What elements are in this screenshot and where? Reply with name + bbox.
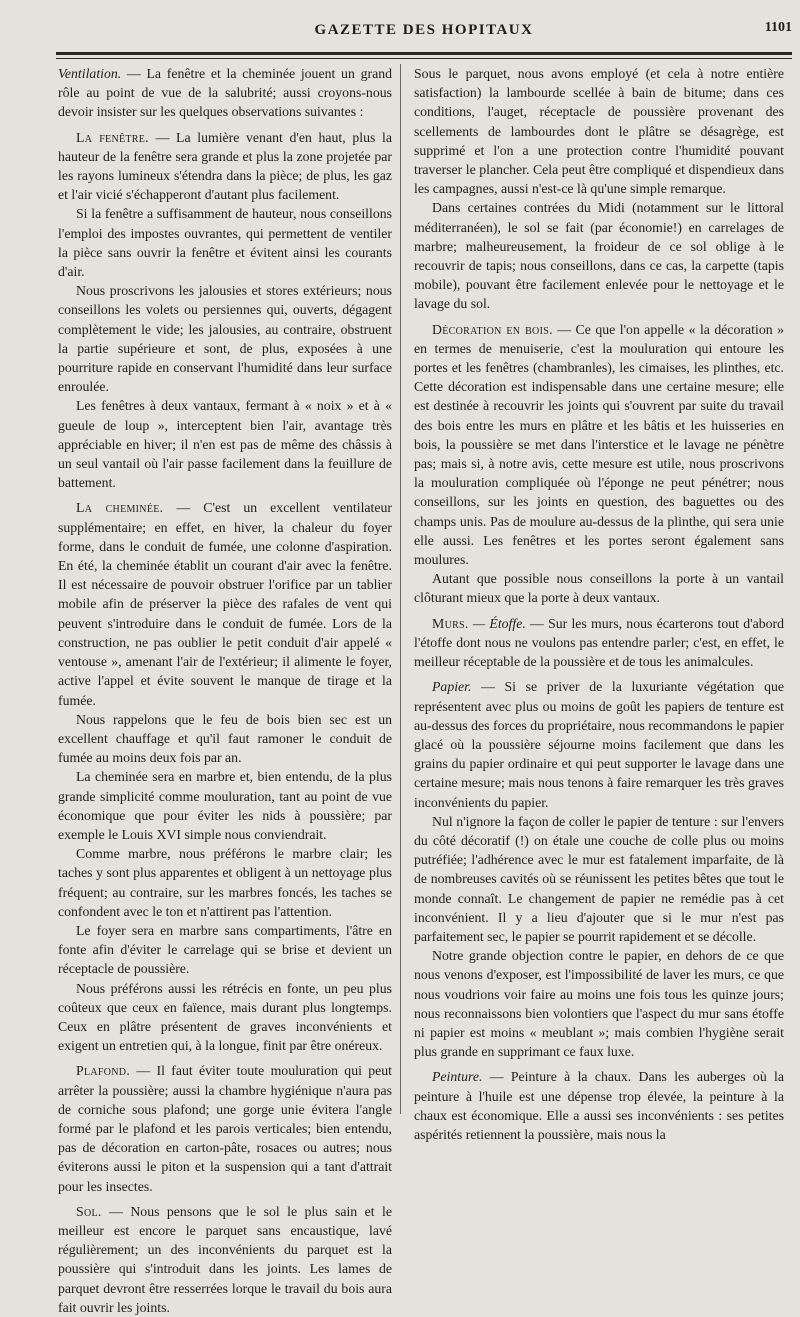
body-paragraph [414, 812, 784, 946]
section-heading: Peinture. [432, 1069, 483, 1085]
body-paragraph [58, 844, 392, 921]
section-paragraph [58, 1202, 392, 1317]
section-heading: Murs. [432, 615, 469, 631]
body-paragraph [58, 710, 392, 768]
body-paragraph [58, 767, 392, 844]
body-paragraph [58, 281, 392, 396]
section-paragraph [58, 128, 392, 205]
paragraph-text: Les fenêtres à deux vantaux, fermant à « noix » et à « gueule de loup », interceptent bien l'air, avantage très appréciable en hiver; il n'en est pas de même des châssis à un seul vantail où l'air passe facilement dans la feuillure de battement. [58, 398, 392, 491]
section-paragraph [58, 498, 392, 709]
paragraph-text: Nous préférons aussi les rétrécis en fonte, un peu plus coûteux que ceux en faïence, mais durant plus longtemps. Ceux en plâtre présentent de graves inconvénients et exigent un entretien qui, à la longue, finit par être onéreux. [58, 980, 392, 1054]
paragraph-text: — Nous pensons que le sol le plus sain et le meilleur est encore le parquet sans encaustique, lavé régulièrement; un des inconvénients du parquet est la poussière qui s'introduit dans les joints. Les lames de parquet devront être resserrées lorque le travail du bois aura fait ouvrir les joints. [58, 1203, 392, 1315]
column-divider [400, 64, 401, 1114]
paragraph-text: Nul n'ignore la façon de coller le papier de tenture : sur l'envers du côté décoratif (!) on étale une couche de colle plus ou moins putréfiée; l'adhérence avec le mur est fatalement imparfaite, de là de nombreuses cavités où se réunissent les petites bêtes que tout le monde connaît. Le changement de papier ne remédie pas à cet inconvénient. Il y a lieu d'ajouter que si le mur n'est pas parfaitement sec, le papier se pourrit rapidement et se décolle. [414, 813, 784, 944]
paragraph-text: — Sur les murs, nous écarterons tout d'abord l'étoffe dont nous ne voulons pas entendre parler; c'est, en effet, le meilleur réceptable de la poussière et de tous les animalcules. [414, 615, 784, 670]
header-rule-thin [56, 58, 792, 59]
paragraph-text: Dans certaines contrées du Midi (notamment sur le littoral méditerranéen), le sol se fait (par économie!) en carrelages de marbre; malheureusement, la froideur de ce sol oblige à le recouvrir de tapis; nous conseillons, dans ce cas, la carpette (tapis mobile), pouvant être facilement enlevée pour le nettoyage et le lavage du sol. [414, 200, 784, 312]
page-header [56, 22, 792, 44]
section-heading: Sol. [76, 1203, 102, 1219]
body-paragraph [58, 921, 392, 979]
section-heading: La fenêtre. [76, 129, 149, 145]
paragraph-text: Le foyer sera en marbre sans compartiments, l'âtre en fonte afin d'éviter le carrelage qui se brise et devient un réceptacle de poussière. [58, 922, 392, 977]
section-subheading: — Étoffe. [468, 615, 526, 631]
paragraph-text: Notre grande objection contre le papier, en dehors de ce que nous venons d'exposer, est l'impossibilité de laver les murs, ce que nous voudrions voir faire au moins une fois tous les quinze jours; nous reconnaissons bien volontiers que l'aspect du mur sans étoffe ni papier est moins « meublant »; mais combien l'hygiène serait plus grande en supprimant ce faux luxe. [414, 948, 784, 1060]
paragraph-text: — Ce que l'on appelle « la décoration » en termes de menuiserie, c'est la mouluration qui entoure les portes et les fenêtres (chambranles), les cimaises, les plinthes, etc. Cette décoration est indispensable dans une certaine mesure; elle est destinée à recouvrir les joints qui s'ouvrent par suite du travail des bois entre les murs en plâtre et les bâtis et les huisseries en bois, la poussière se met dans l'interstice et le lavage ne pénètre pas; mais si, à notre avis, cette mesure est utile, nous proscrivons la mouluration compliquée où l'éponge ne peut pénétrer; nous conseillons, sur les joints en question, des baguettes ou des champs unis. Pas de moulure au-dessus de la plinthe, qui sera unie elle aussi. Les fenêtres et les portes seront également sans moulures. [414, 321, 784, 568]
running-title: GAZETTE DES HOPITAUX [314, 22, 534, 38]
paragraph-text: Nous proscrivons les jalousies et stores extérieurs; nous conseillons les volets ou persiennes qui, ouverts, dégagent complètement le vide; les jalousies, au contraire, obstruent la partie supérieure et sont, de plus, exposées à une pourriture rapide en conservant l'humidité dans leur surface enroulée. [58, 283, 392, 395]
section-heading: Papier. [432, 679, 472, 695]
body-paragraph [414, 64, 784, 198]
section-paragraph [58, 64, 392, 122]
page-number: 1101 [764, 20, 792, 35]
body-paragraph [414, 946, 784, 1061]
paragraph-text: Sous le parquet, nous avons employé (et cela à notre entière satisfaction) la lambourde scellée à bain de bitume; dans ces conditions, l'auget, réceptacle de poussière provenant des scellements de lambourdes dont le plâtre se désagrège, est supprimé et l'on a une protection contre l'humidité pouvant traverser le plancher. Cela peut être compliqué et dispendieux dans les campagnes, aussi n'est-ce là qu'une simple remarque. [414, 66, 784, 197]
paragraph-text: — Peinture à la chaux. Dans les auberges où la peinture à l'huile est une dépense trop élevée, la peinture à la chaux est économique. Elle a aussi ses inconvénients : ses petites aspérités retiennent la poussière, mais nous la [414, 1069, 784, 1142]
section-paragraph [414, 614, 784, 672]
paragraph-text: — La lumière venant d'en haut, plus la hauteur de la fenêtre sera grande et plus la zone projetée par les rayons lumineux s'étendra dans la pièce; de plus, les gaz et l'air vicié s'échapperont d'autant plus facilement. [58, 129, 392, 203]
body-paragraph [58, 979, 392, 1056]
right-column [414, 64, 784, 1142]
paragraph-text: — La fenêtre et la cheminée jouent un grand rôle au point de vue de la salubrité; aussi croyons-nous devoir insister sur les quelques observations suivantes : [58, 66, 392, 120]
body-paragraph [58, 204, 392, 281]
section-heading: Ventilation. [58, 66, 122, 81]
paragraph-text: — C'est un excellent ventilateur supplémentaire; en effet, en hiver, la chaleur du foyer forme, dans le conduit de fumée, une colonne d'aspiration. En été, la cheminée établit un courant d'air avec la fenêtre. Il est nécessaire de pouvoir obstruer l'orifice par un tablier mobile afin de préserver la pièce des rafales de vent qui peuvent s'introduire dans le conduit de fumée. Lors de la construction, ne pas oublier le petit conduit d'air appelé « ventouse », amenant l'air de l'extérieur; il alimente le foyer, active l'appel et évite souvent le manque de tirage et la fumée. [58, 500, 393, 708]
body-paragraph [414, 198, 784, 313]
header-rule-thick [56, 52, 792, 55]
paragraph-text: La cheminée sera en marbre et, bien entendu, de la plus grande simplicité comme mouluration, tant au point de vue économique que pour éviter les nids à poussière; par exemple le Louis XVI simple nous conviendrait. [58, 769, 392, 842]
paragraph-text: Autant que possible nous conseillons la porte à un vantail clôturant mieux que la porte à deux vantaux. [414, 571, 784, 606]
body-paragraph [58, 396, 392, 492]
section-heading: Plafond. [76, 1063, 131, 1079]
section-paragraph [58, 1061, 392, 1195]
paragraph-text: — Si se priver de la luxuriante végétation que représentent avec plus ou moins de goût les papiers de tenture est au-dessus des forces du propriétaire, nous recommandons le papier glacé où la poussière séjourne moins facilement que dans les grains du papier ordinaire et qui peut supporter le lavage dans une certaine mesure; mais nous tenons à faire remarquer les très graves inconvénients du papier. [414, 679, 784, 810]
paragraph-text: Comme marbre, nous préférons le marbre clair; les taches y sont plus apparentes et obligent à un nettoyage plus fréquent; au contraire, sur les marbres foncés, les taches se confondent avec le ton et n'attirent pas l'attention. [58, 846, 392, 919]
body-paragraph [414, 569, 784, 607]
section-heading: Décoration en bois. [432, 321, 553, 337]
section-paragraph [414, 1067, 784, 1144]
section-paragraph [414, 677, 784, 811]
paragraph-text: — Il faut éviter toute mouluration qui peut arrêter la poussière; aussi la chambre hygiénique n'aura pas de corniche sous plafond; une gorge unie évitera l'angle formé par le plafond et les parois verticales; bien entendu, pas de décoration en carton-pâte, rosaces ou autres; nous éviterons aussi le piton et la suspension qui a tant d'attrait pour les insectes. [58, 1063, 392, 1194]
section-paragraph [414, 320, 784, 570]
section-heading: La cheminée. [76, 500, 164, 516]
left-column [58, 64, 393, 1315]
paragraph-text: Si la fenêtre a suffisamment de hauteur, nous conseillons l'emploi des impostes ouvrantes, qui permettent de ventiler la pièce sans ouvrir la fenêtre et évitent ainsi les courants d'air. [58, 206, 392, 280]
paragraph-text: Nous rappelons que le feu de bois bien sec est un excellent chauffage et qu'il faut ramoner le conduit de fumée au moins deux fois par an. [58, 711, 392, 766]
